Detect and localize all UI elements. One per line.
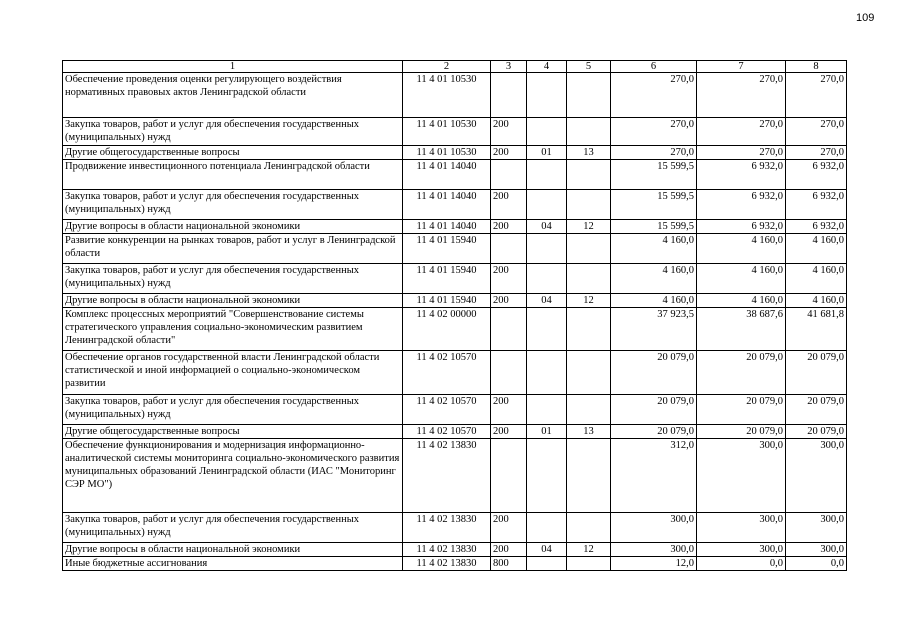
row-name: Иные бюджетные ассигнования — [63, 557, 403, 571]
row-name: Обеспечение органов государственной власти Ленинградской области статистической и иной информацией о социально-экономическом развитии — [63, 351, 403, 395]
row-subsection — [567, 264, 611, 294]
row-code: 11 4 01 14040 — [403, 160, 491, 190]
row-expense-type — [491, 73, 527, 118]
row-amount-year-1: 20 079,0 — [611, 395, 697, 425]
row-expense-type: 200 — [491, 190, 527, 220]
row-section — [527, 395, 567, 425]
table-row — [63, 425, 847, 439]
row-amount-year-1: 37 923,5 — [611, 308, 697, 351]
column-header-7: 7 — [697, 61, 786, 73]
row-amount-year-1: 300,0 — [611, 513, 697, 543]
row-expense-type — [491, 351, 527, 395]
row-subsection — [567, 557, 611, 571]
row-amount-year-2: 300,0 — [697, 513, 786, 543]
row-amount-year-2: 0,0 — [697, 557, 786, 571]
budget-table — [62, 60, 847, 571]
row-amount-year-2: 4 160,0 — [697, 294, 786, 308]
row-amount-year-2: 20 079,0 — [697, 395, 786, 425]
row-amount-year-1: 15 599,5 — [611, 160, 697, 190]
row-code: 11 4 02 13830 — [403, 543, 491, 557]
row-amount-year-3: 300,0 — [786, 543, 847, 557]
row-amount-year-1: 270,0 — [611, 73, 697, 118]
row-subsection — [567, 395, 611, 425]
row-amount-year-1: 12,0 — [611, 557, 697, 571]
table-row — [63, 160, 847, 190]
row-name: Закупка товаров, работ и услуг для обеспечения государственных (муниципальных) нужд — [63, 118, 403, 146]
row-code: 11 4 01 10530 — [403, 146, 491, 160]
row-code: 11 4 02 13830 — [403, 439, 491, 513]
row-amount-year-2: 270,0 — [697, 118, 786, 146]
row-code: 11 4 02 10570 — [403, 351, 491, 395]
row-amount-year-3: 41 681,8 — [786, 308, 847, 351]
row-expense-type — [491, 308, 527, 351]
row-amount-year-1: 20 079,0 — [611, 351, 697, 395]
table-row — [63, 118, 847, 146]
row-code: 11 4 02 13830 — [403, 513, 491, 543]
row-amount-year-1: 270,0 — [611, 146, 697, 160]
row-amount-year-2: 6 932,0 — [697, 160, 786, 190]
row-name: Другие вопросы в области национальной экономики — [63, 543, 403, 557]
table-row — [63, 557, 847, 571]
row-subsection — [567, 190, 611, 220]
row-subsection — [567, 439, 611, 513]
row-name: Развитие конкуренции на рынках товаров, работ и услуг в Ленинградской области — [63, 234, 403, 264]
row-amount-year-1: 4 160,0 — [611, 234, 697, 264]
row-amount-year-3: 6 932,0 — [786, 220, 847, 234]
row-section — [527, 73, 567, 118]
row-section: 04 — [527, 294, 567, 308]
row-name: Комплекс процессных мероприятий "Совершенствование системы стратегического управления социально-экономическим развитием Ленинградской области" — [63, 308, 403, 351]
row-code: 11 4 01 10530 — [403, 118, 491, 146]
row-expense-type: 200 — [491, 264, 527, 294]
row-section — [527, 351, 567, 395]
column-header-3: 3 — [491, 61, 527, 73]
row-name: Другие вопросы в области национальной экономики — [63, 294, 403, 308]
row-amount-year-1: 270,0 — [611, 118, 697, 146]
row-expense-type: 200 — [491, 220, 527, 234]
row-subsection: 12 — [567, 294, 611, 308]
row-expense-type: 200 — [491, 395, 527, 425]
row-expense-type — [491, 234, 527, 264]
row-amount-year-3: 270,0 — [786, 146, 847, 160]
row-amount-year-1: 300,0 — [611, 543, 697, 557]
row-subsection — [567, 351, 611, 395]
row-subsection — [567, 160, 611, 190]
table-row — [63, 308, 847, 351]
row-amount-year-2: 6 932,0 — [697, 220, 786, 234]
column-header-8: 8 — [786, 61, 847, 73]
row-expense-type: 200 — [491, 513, 527, 543]
row-code: 11 4 01 15940 — [403, 294, 491, 308]
row-amount-year-2: 270,0 — [697, 73, 786, 118]
table-row — [63, 294, 847, 308]
row-subsection: 13 — [567, 146, 611, 160]
row-code: 11 4 02 10570 — [403, 425, 491, 439]
table-row — [63, 395, 847, 425]
row-section: 04 — [527, 543, 567, 557]
row-code: 11 4 02 13830 — [403, 557, 491, 571]
row-code: 11 4 02 10570 — [403, 395, 491, 425]
row-amount-year-3: 20 079,0 — [786, 351, 847, 395]
row-section: 01 — [527, 425, 567, 439]
row-code: 11 4 01 10530 — [403, 73, 491, 118]
row-subsection — [567, 308, 611, 351]
row-code: 11 4 01 15940 — [403, 234, 491, 264]
row-amount-year-2: 300,0 — [697, 543, 786, 557]
table-row — [63, 220, 847, 234]
row-amount-year-2: 4 160,0 — [697, 234, 786, 264]
table-row — [63, 146, 847, 160]
table-row — [63, 234, 847, 264]
column-header-6: 6 — [611, 61, 697, 73]
row-amount-year-3: 20 079,0 — [786, 395, 847, 425]
row-amount-year-3: 4 160,0 — [786, 294, 847, 308]
row-expense-type: 800 — [491, 557, 527, 571]
row-amount-year-3: 300,0 — [786, 513, 847, 543]
row-section — [527, 513, 567, 543]
row-amount-year-2: 20 079,0 — [697, 425, 786, 439]
row-subsection — [567, 513, 611, 543]
page-number: 109 — [856, 12, 875, 24]
column-header-1: 1 — [63, 61, 403, 73]
row-section — [527, 190, 567, 220]
row-amount-year-1: 15 599,5 — [611, 220, 697, 234]
row-section — [527, 118, 567, 146]
row-amount-year-1: 15 599,5 — [611, 190, 697, 220]
row-expense-type — [491, 160, 527, 190]
row-section — [527, 439, 567, 513]
row-subsection — [567, 73, 611, 118]
row-expense-type: 200 — [491, 425, 527, 439]
row-amount-year-3: 6 932,0 — [786, 190, 847, 220]
table-row — [63, 190, 847, 220]
row-section — [527, 308, 567, 351]
row-expense-type: 200 — [491, 543, 527, 557]
table-row — [63, 513, 847, 543]
row-amount-year-2: 270,0 — [697, 146, 786, 160]
row-name: Обеспечение проведения оценки регулирующего воздействия нормативных правовых актов Ленинградской области — [63, 73, 403, 118]
header-row — [63, 61, 847, 73]
row-name: Продвижение инвестиционного потенциала Ленинградской области — [63, 160, 403, 190]
row-amount-year-2: 20 079,0 — [697, 351, 786, 395]
row-amount-year-2: 4 160,0 — [697, 264, 786, 294]
table-row — [63, 351, 847, 395]
row-expense-type: 200 — [491, 118, 527, 146]
row-subsection — [567, 234, 611, 264]
table-row — [63, 439, 847, 513]
row-amount-year-3: 0,0 — [786, 557, 847, 571]
row-name: Другие общегосударственные вопросы — [63, 146, 403, 160]
table-row — [63, 73, 847, 118]
table-row — [63, 543, 847, 557]
row-amount-year-3: 270,0 — [786, 73, 847, 118]
row-section — [527, 234, 567, 264]
row-amount-year-1: 4 160,0 — [611, 264, 697, 294]
row-name: Обеспечение функционирования и модернизация информационно-аналитической системы мониторинга социально-экономического развития муниципальных образований Ленинградской области (ИАС "Мониторинг СЭР МО") — [63, 439, 403, 513]
row-subsection: 13 — [567, 425, 611, 439]
row-amount-year-3: 270,0 — [786, 118, 847, 146]
row-amount-year-3: 20 079,0 — [786, 425, 847, 439]
row-subsection: 12 — [567, 220, 611, 234]
row-subsection: 12 — [567, 543, 611, 557]
row-name: Закупка товаров, работ и услуг для обеспечения государственных (муниципальных) нужд — [63, 513, 403, 543]
row-amount-year-3: 4 160,0 — [786, 264, 847, 294]
column-header-5: 5 — [567, 61, 611, 73]
column-header-4: 4 — [527, 61, 567, 73]
row-code: 11 4 01 14040 — [403, 220, 491, 234]
row-amount-year-2: 300,0 — [697, 439, 786, 513]
row-amount-year-2: 38 687,6 — [697, 308, 786, 351]
row-amount-year-3: 300,0 — [786, 439, 847, 513]
row-section — [527, 160, 567, 190]
row-section: 01 — [527, 146, 567, 160]
row-name: Закупка товаров, работ и услуг для обеспечения государственных (муниципальных) нужд — [63, 190, 403, 220]
row-amount-year-1: 4 160,0 — [611, 294, 697, 308]
row-code: 11 4 02 00000 — [403, 308, 491, 351]
row-amount-year-3: 4 160,0 — [786, 234, 847, 264]
row-subsection — [567, 118, 611, 146]
row-code: 11 4 01 14040 — [403, 190, 491, 220]
table-row — [63, 264, 847, 294]
row-code: 11 4 01 15940 — [403, 264, 491, 294]
row-name: Другие вопросы в области национальной экономики — [63, 220, 403, 234]
row-amount-year-1: 312,0 — [611, 439, 697, 513]
row-section — [527, 264, 567, 294]
row-expense-type — [491, 439, 527, 513]
row-section — [527, 557, 567, 571]
column-header-2: 2 — [403, 61, 491, 73]
row-amount-year-1: 20 079,0 — [611, 425, 697, 439]
row-name: Другие общегосударственные вопросы — [63, 425, 403, 439]
row-name: Закупка товаров, работ и услуг для обеспечения государственных (муниципальных) нужд — [63, 264, 403, 294]
table-header — [63, 61, 847, 73]
row-expense-type: 200 — [491, 146, 527, 160]
table-body — [63, 73, 847, 571]
row-expense-type: 200 — [491, 294, 527, 308]
row-name: Закупка товаров, работ и услуг для обеспечения государственных (муниципальных) нужд — [63, 395, 403, 425]
row-amount-year-2: 6 932,0 — [697, 190, 786, 220]
row-section: 04 — [527, 220, 567, 234]
row-amount-year-3: 6 932,0 — [786, 160, 847, 190]
